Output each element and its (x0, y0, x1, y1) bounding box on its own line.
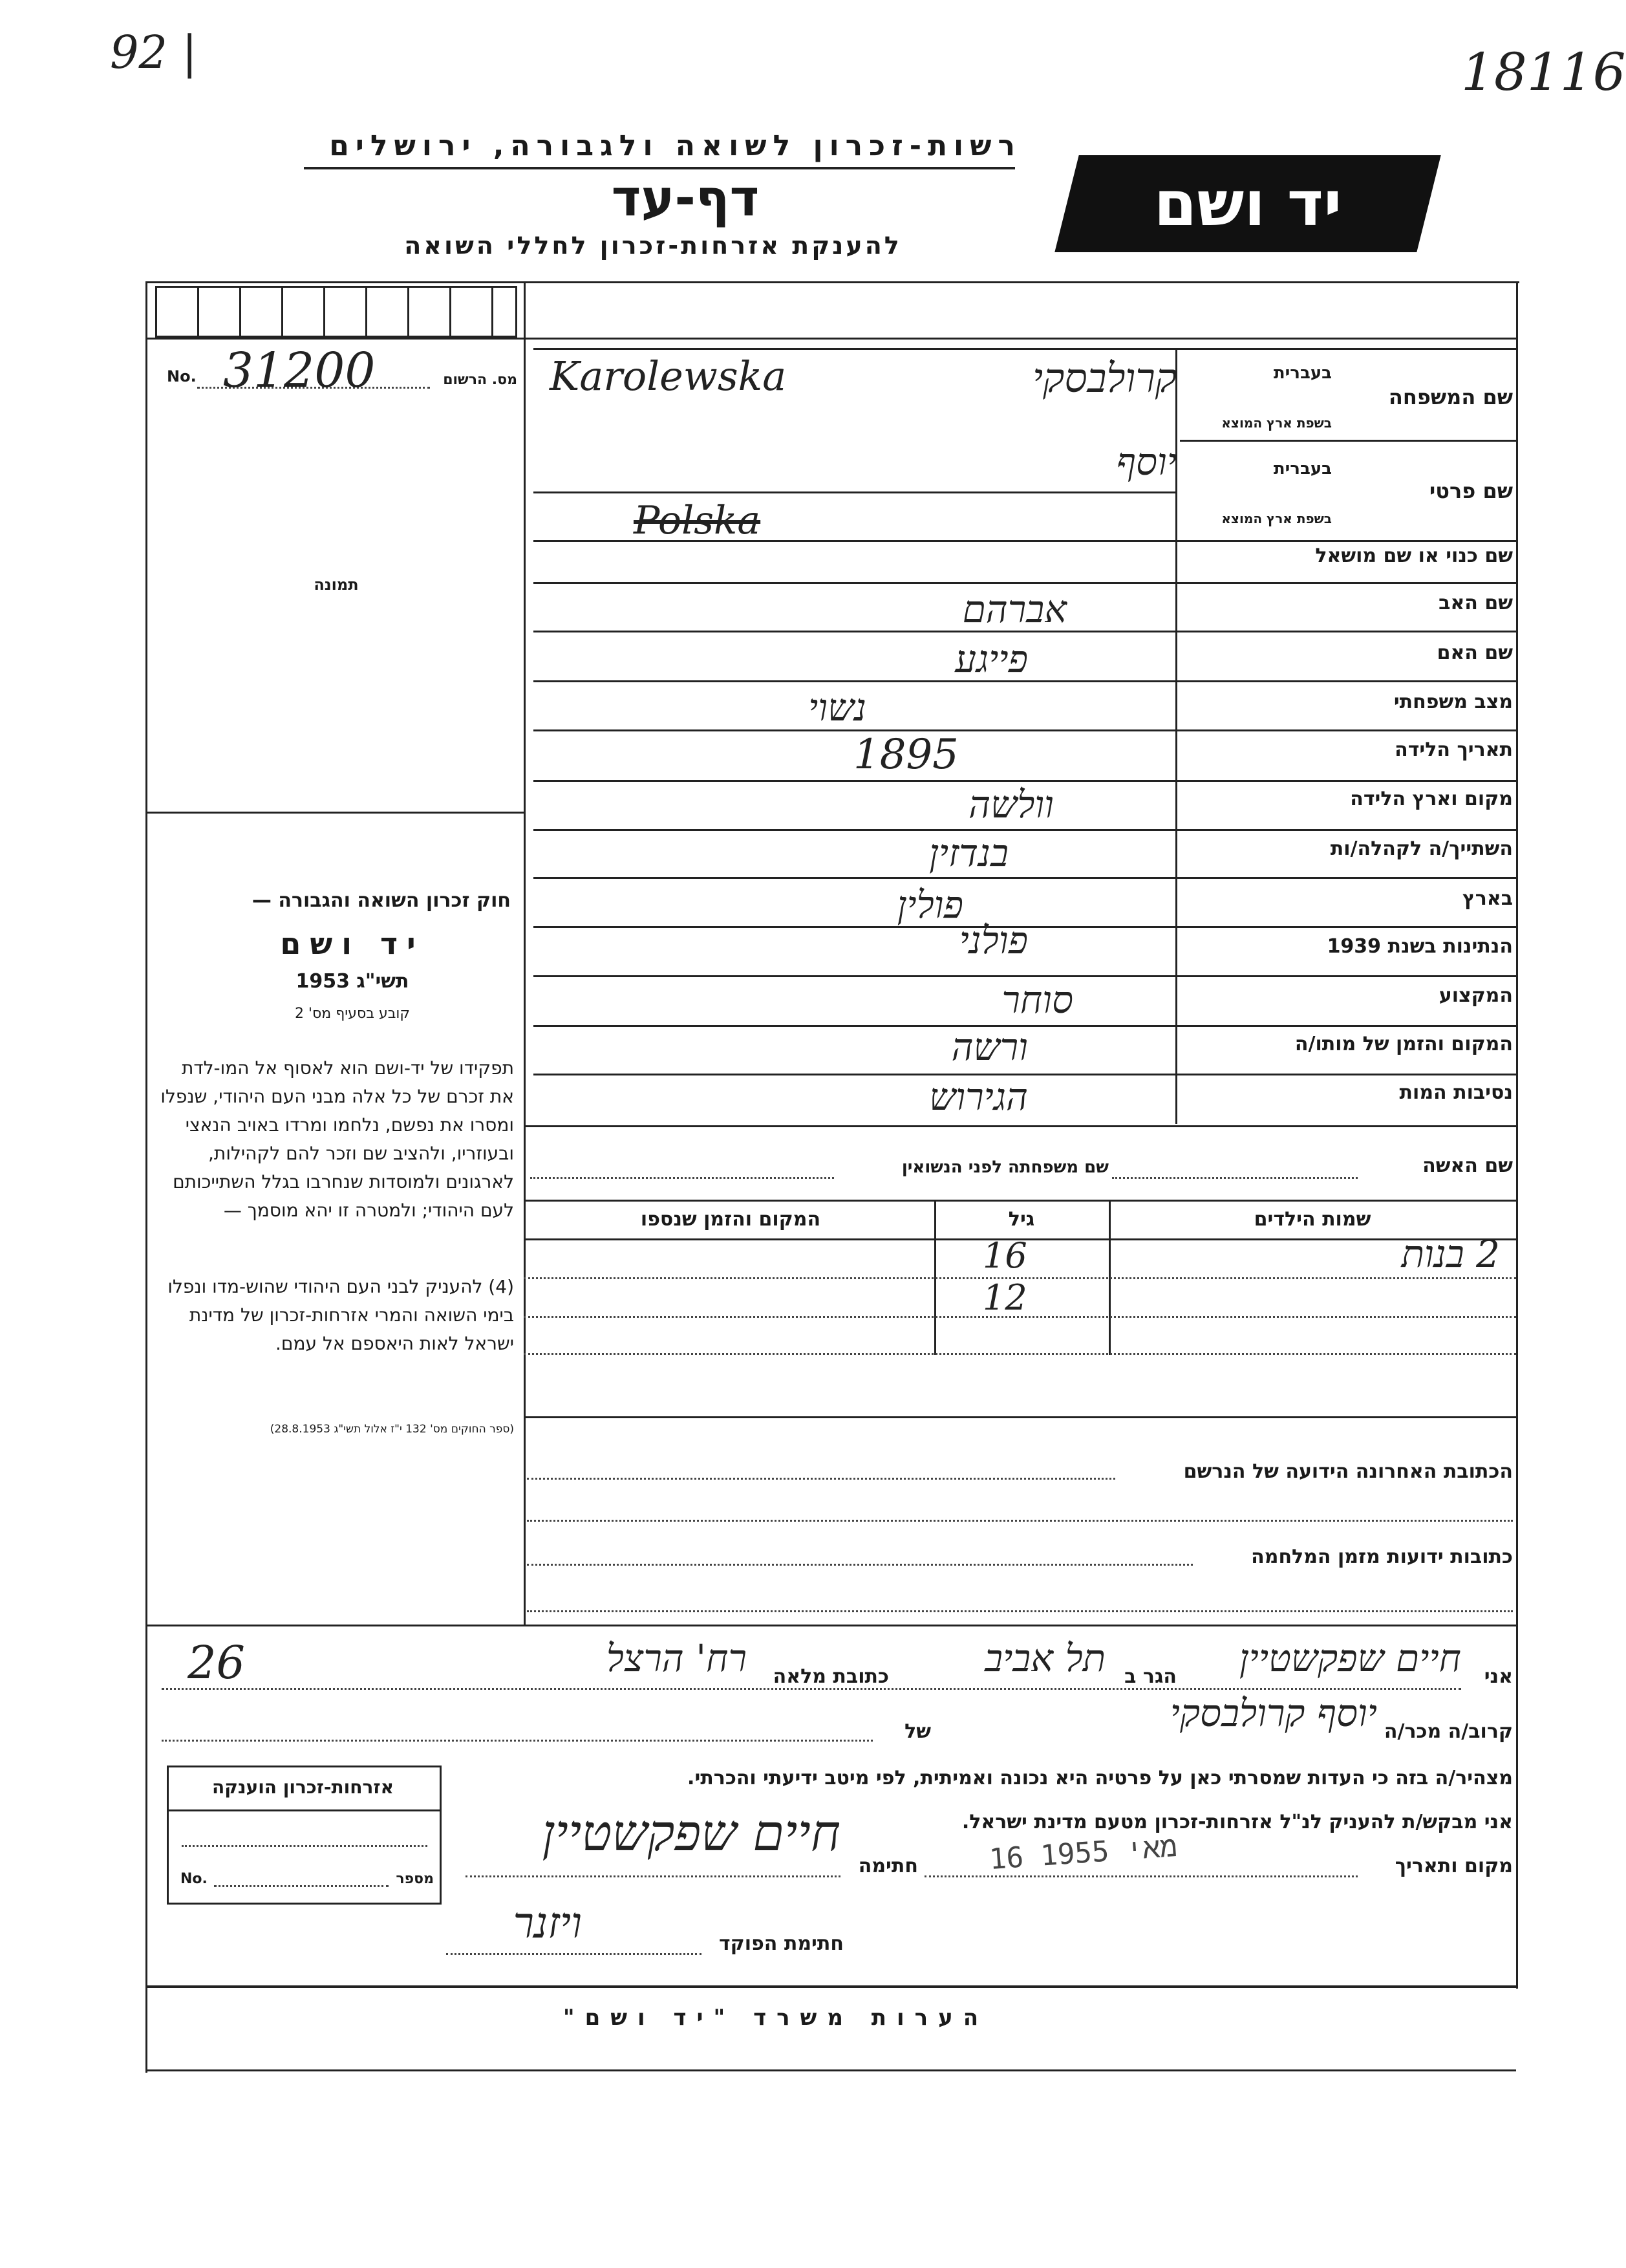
frame-bottom (145, 2069, 1516, 2071)
row-community-bottom (533, 877, 1516, 879)
wife-line (1112, 1177, 1358, 1179)
declarant-street: רח' הרצל (606, 1636, 747, 1680)
signature-label: חתימה (858, 1855, 918, 1877)
row-father-bottom (533, 631, 1516, 632)
family-foreign-label: בשפת ארץ המוצא (1221, 415, 1332, 431)
relation-of-label: של (904, 1720, 931, 1743)
death-circumstances-value: הגירוש (929, 1075, 1028, 1119)
citizenship-box (167, 1766, 442, 1905)
photo-bottom-line (145, 812, 524, 814)
footer-notes: הערות משרד "יד ושם" (562, 2005, 989, 2031)
first-hebrew-label: בעברית (1273, 459, 1332, 479)
row-marital-bottom (533, 729, 1516, 731)
declarant-name: חיים שפקשטיין (1239, 1636, 1461, 1680)
father-value: אברהם (962, 587, 1067, 631)
marital-value: נשוי (808, 686, 866, 729)
place-date-line (925, 1875, 1358, 1877)
row-birth-date-bottom (533, 780, 1516, 782)
corner-note-left: 92 | (110, 26, 197, 79)
frame-left (145, 281, 147, 2073)
declarant-address-label: כתובת מלאה (773, 1665, 889, 1688)
first-name-label: שם פרטי (1429, 479, 1513, 503)
logo-text: יד ושם (1153, 167, 1342, 240)
relation-label: קרוב/ה מכר/ה (1384, 1720, 1513, 1743)
declaration-top-line (145, 1625, 1516, 1626)
profession-label: המקצוע (1439, 984, 1513, 1007)
official-signature-label: חתימת הפוקד (719, 1932, 844, 1955)
row-mother-bottom (533, 680, 1516, 682)
official-signature-line (446, 1953, 701, 1955)
row-first-bottom (533, 540, 1516, 542)
law-name: יד ושם (280, 926, 425, 961)
father-label: שם האב (1439, 592, 1513, 614)
form-subtitle: להענקת אזרחות-זכרון לחללי השואה (404, 232, 902, 260)
citizenship-value: פולני (959, 918, 1028, 962)
country-value: פולין (897, 883, 963, 927)
official-signature: ויזנר (513, 1898, 582, 1948)
header-row-line (145, 338, 1516, 340)
registration-label: מס. הרשום (443, 372, 517, 388)
declarant-signature: חיים שפקשטיין (542, 1804, 840, 1863)
child-row-1-names: 2 בנות (1401, 1232, 1500, 1276)
birth-date-label: תאריך הלידה (1395, 739, 1513, 761)
community-value: בנדזין (929, 831, 1009, 875)
row-death-circumstances-bottom (524, 1125, 1516, 1127)
law-clause: קובע בסעיף מס' 2 (294, 1006, 411, 1022)
frame-right (1516, 281, 1518, 1989)
mother-label: שם האם (1437, 642, 1513, 664)
wife-row-bottom (524, 1200, 1516, 1202)
wartime-address-line-1 (527, 1564, 1193, 1566)
wife-maiden-line (530, 1177, 834, 1179)
profession-value: סוחר (1001, 978, 1073, 1022)
nickname-label: שם כנוי או שם מושאל (1315, 545, 1513, 567)
relation-line (162, 1740, 873, 1742)
wife-maiden-label: שם משפחתה לפני הנשואין (901, 1158, 1109, 1177)
registration-number: 31200 (223, 343, 376, 398)
wartime-address-label: כתובות ידועות מזמן המלחמה (1251, 1546, 1513, 1568)
photo-label: תמונה (314, 576, 359, 594)
logo-block (1054, 155, 1440, 252)
law-body: תפקידו של יד-ושם הוא לאסוף אל המו-לדת את זכרם של כל אלה מבני העם היהודי, שנפלו ומסרו את נפשם, נלחמו ומרדו באויב הנאצי ובעוזריו, ולהציב שם וזכר להם לקהילות, לארגונים ולמוסדות שנחרבו בגלל השתייכותם לעם היהודי; ולמטרה זו יהא מוסמך — (160, 1057, 514, 1221)
org-line: רשות-זכרון לשואה ולגבורה, ירושלים (329, 129, 1022, 162)
row-citizenship-bottom (533, 975, 1516, 977)
family-hebrew-label: בעברית (1273, 363, 1332, 383)
citizenship-label: הנתינות בשנת 1939 (1327, 935, 1513, 958)
death-circumstances-label: נסיבות המות (1399, 1081, 1513, 1104)
left-column-divider (524, 281, 526, 1626)
first-foreign-label: בשפת ארץ המוצא (1221, 511, 1332, 526)
last-address-line-2 (527, 1520, 1513, 1522)
notes-top-line (145, 1985, 1516, 1988)
row-nickname-bottom (533, 582, 1516, 584)
citizenship-box-line-1 (182, 1845, 427, 1847)
law-para4: (4) להעניק לבני העם היהודי שהוש-מדו ונפלו בימי השואה והמרי אזרחות-זכרון של מדינת ישראל לאות היאספם אל עמם. (167, 1276, 514, 1354)
children-row-line-2 (524, 1316, 1516, 1318)
death-place-label: המקום והזמן של מותו/ה (1294, 1033, 1513, 1055)
law-title: חוק זכרון השואה והגבורה — (251, 889, 511, 912)
place-date-label: מקום ותאריך (1395, 1855, 1513, 1877)
frame-top (145, 281, 1519, 283)
first-name-hebrew-value: יוסף (1116, 440, 1177, 484)
relation-value: יוסף קרולבסקי (1170, 1691, 1377, 1735)
last-address-line-1 (527, 1478, 1115, 1480)
tick-boxes (155, 286, 517, 338)
wartime-address-line-2 (527, 1610, 1513, 1612)
children-table-bottom (524, 1416, 1516, 1418)
country-label: בארץ (1462, 887, 1513, 910)
citizenship-box-no-he: מספר (396, 1871, 434, 1887)
law-citation: (ספר החוקים מס' 132 י"ז אלול תשי"ג 28.8.1953) (270, 1423, 514, 1436)
children-age-header: גיל (1008, 1208, 1035, 1231)
citizenship-box-title: אזרחות-זכרון הוענקה (212, 1777, 394, 1798)
row-family-bottom (1180, 440, 1516, 442)
child-row-1-age: 16 (983, 1235, 1027, 1276)
citizenship-box-divider (169, 1809, 440, 1811)
children-row-line-3 (524, 1353, 1516, 1355)
wife-label: שם האשה (1422, 1154, 1513, 1177)
declarant-city: תל אביב (985, 1636, 1106, 1680)
form-title: דף-עד (611, 169, 760, 228)
first-name-foreign-value: Polska (634, 498, 761, 543)
children-place-header: המקום והזמן שנספו (640, 1208, 821, 1231)
birth-place-label: מקום וארץ הלידה (1350, 788, 1513, 810)
declaration-statement-1: מצהיר/ה בזה כי העדות שמסרתי כאן על פרטיה היא נכונה ואמיתית, לפי מיטב ידיעתי והכרתי. (687, 1767, 1513, 1789)
corner-note-right: 18116 (1461, 42, 1626, 102)
law-year: תשי"ג 1953 (295, 970, 409, 993)
citizenship-box-line-2 (214, 1885, 389, 1887)
marital-label: מצב משפחתי (1393, 691, 1513, 713)
child-row-2-age: 12 (983, 1277, 1027, 1318)
row-family-top (533, 348, 1516, 350)
last-address-label: הכתובת האחרונה הידועה של הנרשם (1183, 1460, 1513, 1483)
birth-place-value: וולשה (968, 783, 1054, 826)
family-name-label: שם המשפחה (1388, 385, 1513, 409)
community-label: השתייך/ה לקהלה/ות (1330, 837, 1513, 860)
family-name-hebrew-value: קרולבסקי (1032, 354, 1177, 402)
children-names-header: שמות הילדים (1254, 1208, 1371, 1231)
citizenship-box-no: No. (180, 1871, 208, 1887)
family-name-foreign-value: Karolewska (550, 352, 787, 400)
no-label: No. (167, 367, 197, 385)
row-first-mid (533, 491, 1177, 493)
mother-value: פייגע (955, 637, 1028, 681)
declaration-statement-2: אני מבקש/ת להעניק לנ"ל אזרחות-זכרון מטעם מדינת ישראל. (961, 1811, 1513, 1833)
declarant-line-1 (162, 1688, 1461, 1690)
date-stamp: 16 מאי 1955 (988, 1830, 1179, 1877)
declarant-prefix: אני (1484, 1665, 1513, 1688)
signature-line (465, 1875, 840, 1877)
declarant-house-no: 26 (187, 1636, 246, 1689)
birth-date-value: 1895 (853, 731, 959, 779)
death-place-value: ורשה (951, 1025, 1028, 1069)
declarant-lives-label: הגר ב (1124, 1665, 1177, 1688)
